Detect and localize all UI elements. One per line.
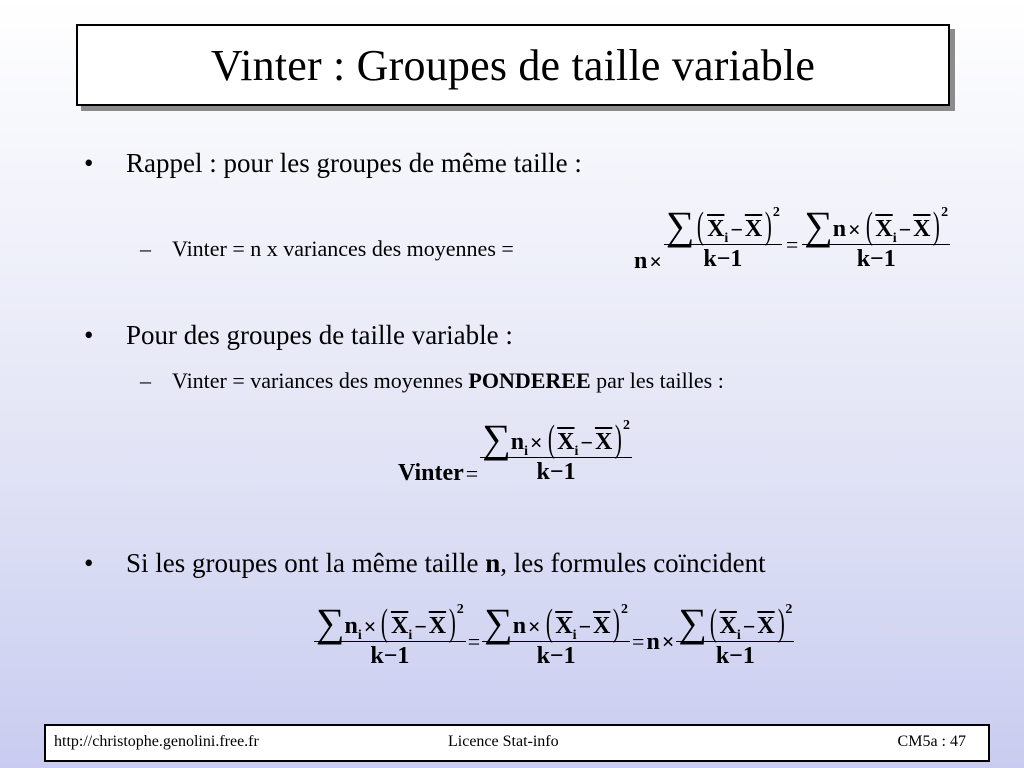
- sigma-icon: ∑: [484, 600, 513, 645]
- formula-fraction-5: ∑ n × ( $\overline{X}$ i − $\overline{X}$ ) 2 k−1: [484, 600, 629, 669]
- formula-times: ×: [649, 248, 662, 274]
- sub-bullet-1: [140, 236, 514, 262]
- formula-equals: =: [785, 231, 799, 257]
- bullet-3-bold: n: [485, 548, 501, 578]
- formula-fraction-1: ∑ ( $\overline{X}$ i − $\overline{X}$ ) 2 k−1: [665, 202, 780, 272]
- dash-icon: –: [140, 236, 151, 261]
- bullet-dot-icon: •: [84, 148, 94, 178]
- formula-fraction-4: ∑ n i × ( $\overline{X}$ i − $\overline{X}$ ) 2 k−1: [316, 600, 464, 669]
- sigma-icon: ∑: [804, 202, 833, 248]
- bullet-2-text: Pour des groupes de taille variable :: [126, 320, 513, 350]
- formula-fraction-2: ∑ n × ( $\overline{X}$ i − $\overline{X}$ ) 2 k−1: [804, 202, 949, 272]
- x-bar: $\overline{X}$: [707, 215, 725, 242]
- formula-equality-chain: ∑ n i × ( $\overline{X}$ i − $\overline{X}$ ) 2 k−1 = ∑ n × ( $\overline{X}$ i − $\overline{X}$ ) 2 k−1 = n × ∑ ( $\overline{X}$ i − $\overline{X}$ ) 2 k−1: [316, 600, 793, 669]
- title-box: [76, 24, 950, 106]
- denominator: k−1: [703, 245, 743, 272]
- formula-vinter-weighted: Vinter = ∑ n i × ( $\overline{X}$ i − $\overline{X}$ ) 2 k−1: [398, 415, 630, 486]
- bullet-2: [84, 320, 513, 351]
- formula-n-times-variance: [634, 202, 950, 275]
- vinter-label: Vinter: [398, 460, 464, 486]
- footer-url[interactable]: http://christophe.genolini.free.fr: [54, 733, 259, 750]
- bullet-1: [84, 148, 582, 179]
- sub-bullet-2: [140, 368, 724, 394]
- bullet-3-text-after: , les formules coïncident: [500, 548, 766, 578]
- sub-bullet-1-text: Vinter = n x variances des moyennes =: [172, 236, 514, 261]
- x-bar-grand: $\overline{X}$: [744, 215, 763, 242]
- sigma-icon: ∑: [678, 600, 707, 645]
- bullet-1-text: Rappel : pour les groupes de même taille :: [126, 148, 582, 178]
- formula-fraction-3: ∑ n i × ( $\overline{X}$ i − $\overline{X}$ ) 2 k−1: [482, 415, 630, 485]
- sigma-icon: ∑: [482, 415, 511, 461]
- bullet-3: [84, 548, 766, 579]
- bullet-dot-icon: •: [84, 548, 94, 578]
- sigma-icon: ∑: [316, 600, 345, 645]
- bullet-3-text-before: Si les groupes ont la même taille: [126, 548, 486, 578]
- footer-bar: [44, 724, 990, 762]
- squared: 2: [772, 204, 780, 220]
- sub-bullet-2-bold: PONDEREE: [468, 368, 591, 393]
- formula-n: n: [634, 248, 648, 274]
- slide-title: Vinter : Groupes de taille variable: [210, 40, 816, 90]
- bullet-dot-icon: •: [84, 320, 94, 350]
- dash-icon: –: [140, 368, 151, 393]
- left-paren: (: [697, 204, 705, 247]
- formula-fraction-6: ∑ ( $\overline{X}$ i − $\overline{X}$ ) 2 k−1: [678, 600, 793, 669]
- sub-bullet-2-text-before: Vinter = variances des moyennes: [172, 368, 469, 393]
- sigma-icon: ∑: [665, 202, 695, 248]
- footer-page-number: CM5a : 47: [897, 733, 966, 750]
- sub-bullet-2-text-after: par les tailles :: [590, 368, 724, 393]
- right-paren: ): [765, 204, 773, 247]
- footer-course: Licence Stat-info: [448, 733, 559, 750]
